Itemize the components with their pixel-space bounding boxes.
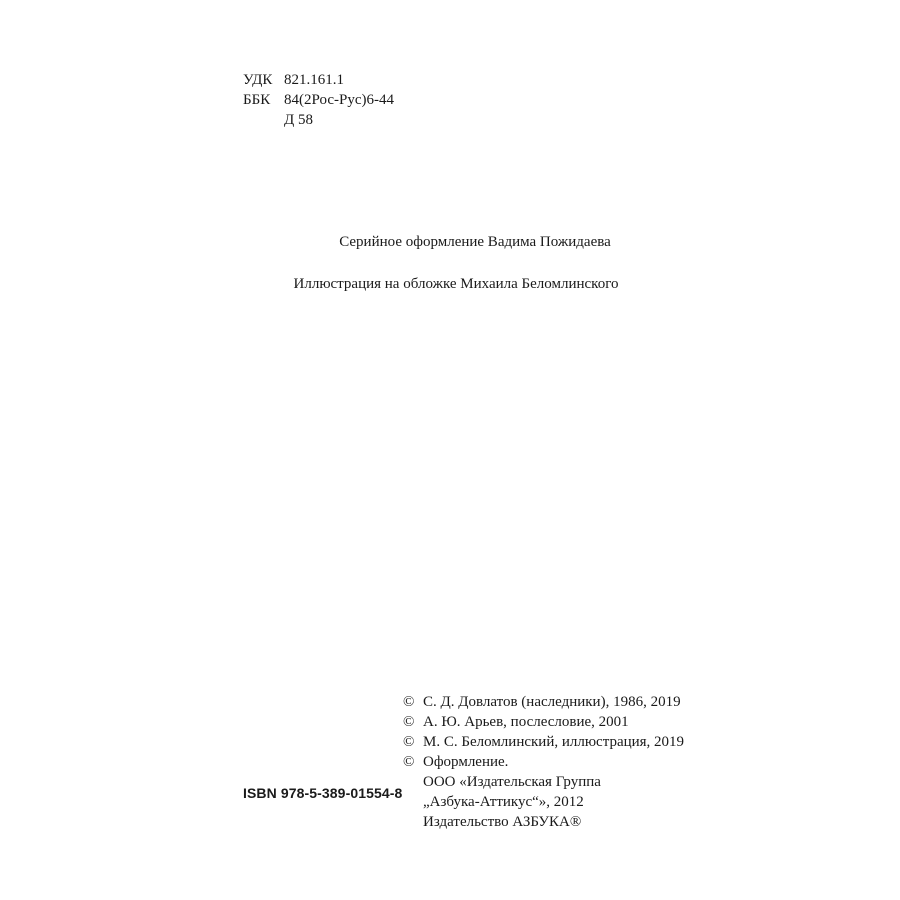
- copyright-line: ООО «Издательская Группа: [423, 774, 601, 790]
- udk-row: [243, 70, 394, 90]
- copyright-block: [403, 692, 684, 832]
- copyright-symbol: ©: [403, 694, 415, 710]
- udk-value: 821.161.1: [284, 72, 344, 88]
- copyright-line: © Оформление.: [403, 754, 509, 770]
- bbk-row: [243, 90, 394, 110]
- copyright-symbol: ©: [403, 714, 415, 730]
- author-mark: Д 58: [284, 112, 313, 128]
- copyright-line: Издательство АЗБУКА®: [423, 814, 582, 830]
- cover-illustration-credit: Иллюстрация на обложке Михаила Беломлинского: [293, 276, 619, 292]
- udk-label: УДК: [243, 72, 273, 88]
- author-mark-row: [243, 110, 394, 130]
- copyright-line: © М. С. Беломлинский, иллюстрация, 2019: [403, 734, 685, 750]
- isbn-number: ISBN 978-5-389-01554-8: [243, 785, 403, 801]
- copyright-symbol: ©: [403, 754, 415, 770]
- series-design-credit: Серийное оформление Вадима Пожидаева: [339, 234, 611, 250]
- copyright-line: „Азбука-Аттикус“», 2012: [423, 794, 584, 810]
- bbk-value: 84(2Рос-Рус)6-44: [284, 92, 394, 108]
- classification-block: [243, 70, 394, 130]
- copyright-line: © С. Д. Довлатов (наследники), 1986, 2019: [403, 694, 681, 710]
- copyright-symbol: ©: [403, 734, 415, 750]
- bbk-label: ББК: [243, 92, 271, 108]
- copyright-line: © А. Ю. Арьев, послесловие, 2001: [403, 714, 629, 730]
